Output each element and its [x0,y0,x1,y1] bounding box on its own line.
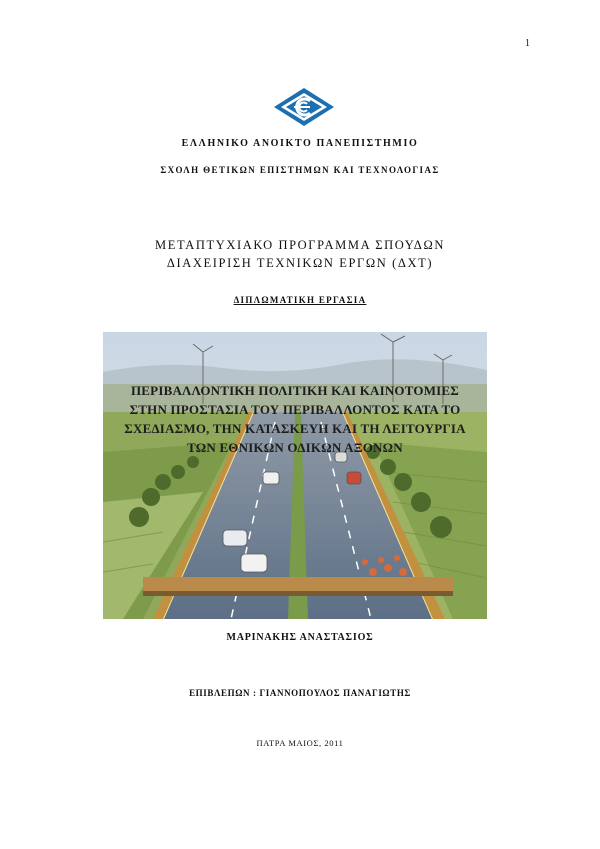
university-logo-icon [272,86,336,128]
place-date: ΠΑΤΡΑ ΜΑΙΟΣ, 2011 [256,738,344,748]
thesis-title [103,381,487,457]
title-line: ΠΕΡΙΒΑΛΛΟΝΤΙΚΗ ΠΟΛΙΤΙΚΗ ΚΑΙ ΚΑΙΝΟΤΟΜΙΕΣ [131,383,459,398]
school-name: ΣΧΟΛΗ ΘΕΤΙΚΩΝ ΕΠΙΣΤΗΜΩΝ ΚΑΙ ΤΕΧΝΟΛΟΓΙΑΣ [160,165,440,175]
program-line-1: ΜΕΤΑΠΤΥΧΙΑΚΟ ΠΡΟΓΡΑΜΜΑ ΣΠΟΥΔΩΝ [155,238,445,252]
program-name [0,237,600,272]
supervisor: ΕΠΙΒΛΕΠΩΝ : ΓΙΑΝΝΟΠΟΥΛΟΣ ΠΑΝΑΓΙΩΤΗΣ [189,688,411,698]
document-type: ΔΙΠΛΩΜΑΤΙΚΗ ΕΡΓΑΣΙΑ [233,295,367,305]
title-line: ΣΧΕΔΙΑΣΜΟ, ΤΗΝ ΚΑΤΑΣΚΕΥΗ ΚΑΙ ΤΗ ΛΕΙΤΟΥΡΓΙΑ [124,421,466,436]
university-name: ΕΛΛΗΝΙΚΟ ΑΝΟΙΚΤΟ ΠΑΝΕΠΙΣΤΗΜΙΟ [181,138,419,149]
author-name: ΜΑΡΙΝΑΚΗΣ ΑΝΑΣΤΑΣΙΟΣ [226,632,374,643]
page-number: 1 [525,38,530,49]
cover-illustration [103,332,487,619]
title-line: ΣΤΗΝ ΠΡΟΣΤΑΣΙΑ ΤΟΥ ΠΕΡΙΒΑΛΛΟΝΤΟΣ ΚΑΤΑ ΤΟ [129,402,461,417]
program-line-2: ΔΙΑΧΕΙΡΙΣΗ ΤΕΧΝΙΚΩΝ ΕΡΓΩΝ (ΔΧΤ) [166,255,434,270]
title-line: ΤΩΝ ΕΘΝΙΚΩΝ ΟΔΙΚΩΝ ΑΞΟΝΩΝ [187,440,403,455]
